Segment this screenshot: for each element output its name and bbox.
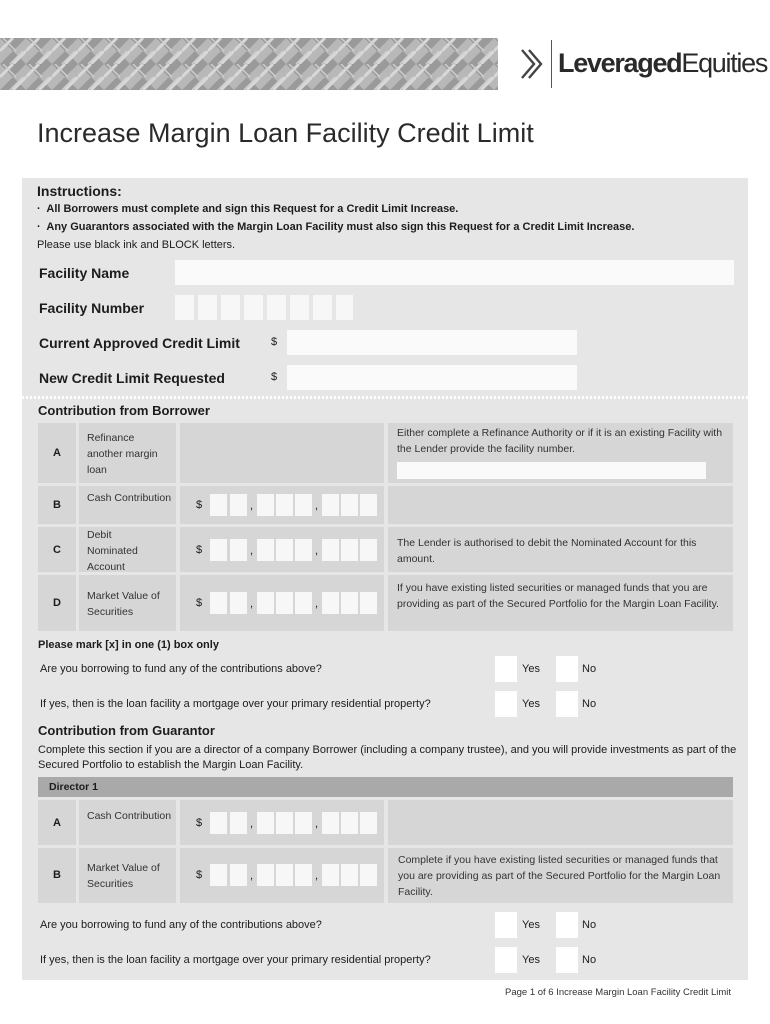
new-limit-label: New Credit Limit Requested [39, 370, 225, 386]
no-checkbox[interactable] [556, 656, 578, 682]
instruction-bullet-1: · All Borrowers must complete and sign this Request for a Credit Limit Increase. [37, 203, 459, 215]
facility-number-input[interactable] [175, 295, 353, 320]
page-footer: Page 1 of 6 Increase Margin Loan Facility Credit Limit [505, 987, 731, 998]
yes-label: Yes [522, 663, 540, 675]
currency-symbol: $ [271, 336, 278, 348]
row-letter: B [53, 869, 61, 881]
guarantor-section-heading: Contribution from Guarantor [38, 723, 215, 738]
no-checkbox[interactable] [556, 912, 578, 938]
yes-checkbox[interactable] [495, 691, 517, 717]
borrower-section-heading: Contribution from Borrower [38, 403, 210, 418]
row-note: The Lender is authorised to debit the Nominated Account for this amount. [397, 537, 697, 565]
instructions-heading: Instructions: [37, 183, 122, 199]
row-note-cell [388, 800, 733, 845]
no-label: No [582, 919, 597, 931]
row-letter: A [53, 447, 61, 459]
yes-checkbox[interactable] [495, 947, 517, 973]
question-borrowing: Are you borrowing to fund any of the contributions above? [40, 663, 322, 675]
no-checkbox[interactable] [556, 947, 578, 973]
question-mortgage: If yes, then is the loan facility a mortgage over your primary residential property? [40, 698, 431, 710]
logo-divider [551, 40, 552, 88]
mark-note: Please mark [x] in one (1) box only [38, 639, 219, 651]
row-label: Market Value of Securities [87, 590, 160, 618]
row-letter: D [53, 597, 61, 609]
no-label: No [582, 663, 597, 675]
facility-number-label: Facility Number [39, 300, 145, 316]
row-label: Market Value of Securities [87, 862, 160, 890]
row-note: If you have existing listed securities or managed funds that you are providing as part of the Secured Portfolio for the Margin Loan Facility. [397, 582, 719, 610]
no-label: No [582, 954, 597, 966]
current-limit-label: Current Approved Credit Limit [39, 335, 240, 351]
new-limit-input[interactable] [287, 365, 577, 390]
cash-amount-input[interactable]: $ , , [196, 494, 376, 516]
chevron-logo-icon [520, 40, 550, 88]
row-note-cell [388, 486, 733, 524]
refinance-facility-number-input[interactable] [397, 462, 706, 479]
row-letter: A [53, 817, 61, 829]
brand-logo [520, 40, 768, 90]
current-limit-input[interactable] [287, 330, 577, 355]
yes-checkbox[interactable] [495, 656, 517, 682]
guarantor-cash-amount-input[interactable]: $ , , [196, 812, 376, 834]
yes-label: Yes [522, 954, 540, 966]
section-divider [22, 396, 748, 399]
row-note: Either complete a Refinance Authority or if it is an existing Facility with the Lender provide the facility number. [397, 427, 723, 455]
question-borrowing: Are you borrowing to fund any of the contributions above? [40, 919, 322, 931]
instruction-note: Please use black ink and BLOCK letters. [37, 239, 236, 251]
row-letter: B [53, 499, 61, 511]
instruction-bullet-2: · Any Guarantors associated with the Margin Loan Facility must also sign this Request for a Credit Limit Increase. [37, 221, 635, 233]
brand-name: LeveragedEquities [558, 48, 768, 78]
yes-label: Yes [522, 698, 540, 710]
row-label: Refinance another margin loan [87, 432, 158, 476]
director-label: Director 1 [49, 781, 99, 793]
securities-amount-input[interactable]: $ , , [196, 592, 376, 614]
guarantor-securities-amount-input[interactable]: $ , , [196, 864, 376, 886]
yes-checkbox[interactable] [495, 912, 517, 938]
decorative-banner [0, 38, 498, 90]
no-checkbox[interactable] [556, 691, 578, 717]
debit-amount-input[interactable]: $ , , [196, 539, 376, 561]
row-value-cell [180, 423, 384, 483]
question-mortgage: If yes, then is the loan facility a mortgage over your primary residential property? [40, 954, 431, 966]
row-label: Cash Contribution [87, 492, 172, 504]
row-label: Debit Nominated Account [87, 529, 138, 573]
row-label: Cash Contribution [87, 810, 172, 822]
facility-name-input[interactable] [175, 260, 734, 285]
yes-label: Yes [522, 919, 540, 931]
facility-name-label: Facility Name [39, 265, 130, 281]
director-header-bar [38, 777, 733, 797]
row-note: Complete if you have existing listed securities or managed funds that you are providing as part of the Secured Portfolio for the Margin Loan Facility. [398, 854, 721, 898]
guarantor-intro: Complete this section if you are a director of a company Borrower (including a company trustee), and you will provide investments as part of the Secured Portfolio to establish the Margin Loan Facility. [38, 744, 737, 771]
page-title: Increase Margin Loan Facility Credit Limit [37, 118, 534, 148]
row-letter: C [53, 544, 61, 556]
currency-symbol: $ [271, 371, 278, 383]
no-label: No [582, 698, 597, 710]
